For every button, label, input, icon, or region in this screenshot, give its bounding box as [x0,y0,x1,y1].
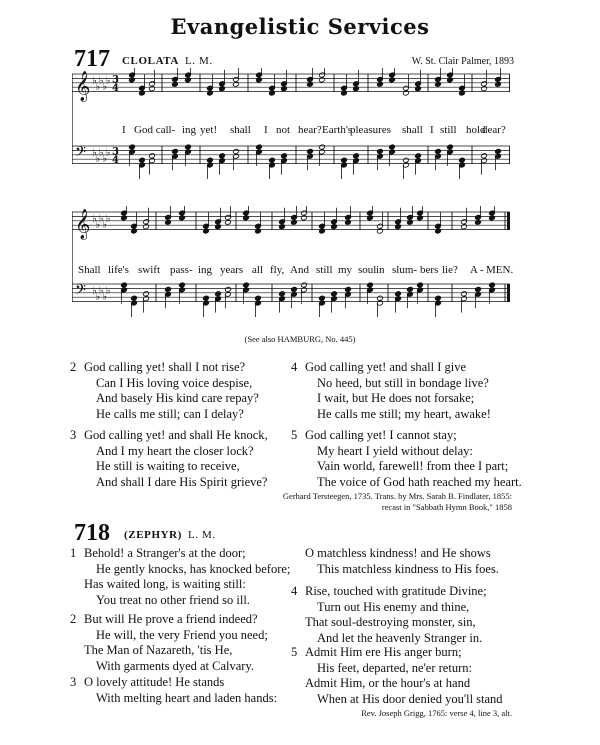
notehead [417,215,424,221]
notehead [279,224,286,230]
flat-icon: ♭ [102,219,107,231]
notehead [143,224,150,230]
lyric-syllable: ing [198,264,213,276]
notehead [307,81,314,87]
notehead [475,286,482,292]
notehead [367,215,374,221]
verse-2: 2 God calling yet! shall I not rise? Can I His loving voice despise, And basely His kind care repay? He calls me still; can I delay? [70,360,259,421]
flat-icon: ♭ [92,147,97,159]
notehead [341,90,348,96]
lyric-syllable: my [338,264,353,276]
flat-icon: ♭ [105,285,111,297]
lyric-syllable: life's [108,264,129,276]
notehead [377,148,384,154]
flat-icon: ♭ [92,285,97,297]
lyric-syllable: I [264,124,268,136]
notehead [185,77,192,83]
verse-3: 3 O lovely attitude! He stands With melting heart and laden hands: [70,675,278,705]
hymn-718-heading [74,520,514,546]
notehead [256,77,263,83]
notehead [459,90,466,96]
lyric-syllable: And [290,264,309,276]
music-system-1 [72,68,510,186]
notehead [172,81,179,87]
notehead [319,77,326,83]
notehead [165,219,172,225]
notehead [307,148,314,154]
notehead [389,77,396,83]
music-system-2 [72,206,514,324]
tune-name: CLOLATA L. M. [122,55,213,67]
notehead [139,90,146,96]
notehead [172,148,179,154]
notehead [131,228,138,234]
notehead [435,228,442,234]
notehead [207,157,214,163]
notehead [345,219,352,225]
notehead [395,224,402,230]
verse-4: 4 Rise, touched with gratitude Divine; Turn out His enemy and thine, That soul-destroying monster, sin, And let the heavenly Stranger in. [291,584,487,645]
flat-icon: ♭ [105,213,111,225]
lyric-syllable: still [440,124,457,136]
notehead [215,291,222,297]
time-signature-digit: 3 [112,146,119,158]
notehead [475,219,482,225]
lyric-syllable: I [122,124,126,136]
notehead [281,86,288,92]
notehead [331,224,338,230]
treble-clef-icon: 𝄞 [75,71,91,102]
notehead [447,77,454,83]
notehead [415,153,422,159]
flat-icon: ♭ [92,213,97,225]
notehead [129,144,136,150]
lyric-syllable: swift [138,264,160,276]
verse-4: 4 God calling yet! and shall I give No heed, but still in bondage live? I wait, but He does not forsake; He calls me still; my heart, awake! [291,360,491,421]
lyric-syllable: dear? [482,124,506,136]
notehead [185,144,192,150]
lyric-syllable: slum- [392,264,418,276]
lyric-syllable: fly, [270,264,285,276]
notehead [225,219,232,225]
notehead [345,286,352,292]
lyric-syllable: soul [358,264,377,276]
notehead [233,81,240,87]
treble-clef-icon: 𝄞 [75,209,91,240]
flat-icon: ♭ [102,291,107,303]
notehead [219,86,226,92]
flat-icon: ♭ [95,219,101,231]
lyric-syllable: all [252,264,263,276]
notehead [331,291,338,297]
notehead [143,291,150,297]
lyric-syllable: Earth's [322,124,353,136]
notehead [131,295,138,301]
notehead [219,153,226,159]
notehead [215,224,222,230]
flat-icon: ♭ [102,153,107,165]
notehead [207,90,214,96]
notehead [341,157,348,163]
flat-icon: ♭ [98,147,104,159]
hymn-number: 718 [74,520,110,546]
notehead [489,282,496,288]
notehead [301,215,308,221]
notehead [481,86,488,92]
notehead [179,282,186,288]
lyric-syllable: hear? [298,124,322,136]
notehead [243,282,250,288]
notehead [291,219,298,225]
lyric-syllable: A [470,264,478,276]
lyric-syllable: Shall [78,264,101,276]
verse-5: 5 God calling yet! I cannot stay; My heart I yield without delay: Vain world, farewell! from thee I part; The voice of God hath reached my heart. [291,428,522,489]
notehead [447,144,454,150]
notehead [461,291,468,297]
notehead [395,291,402,297]
notehead [255,228,262,234]
notehead [415,86,422,92]
lyric-syllable: shall [402,124,423,136]
notehead [269,157,276,163]
notehead [139,157,146,163]
notehead [243,215,250,221]
flat-icon: ♭ [98,285,104,297]
notehead [353,86,360,92]
lyric-syllable: bers [420,264,439,276]
flat-icon: ♭ [105,75,111,87]
notehead [377,81,384,87]
notehead [149,153,156,159]
notehead [129,77,136,83]
see-also-note: (See also HAMBURG, No. 445) [244,334,356,344]
notehead [435,81,442,87]
notehead [495,148,502,154]
hymn-718-credit: Rev. Joseph Grigg, 1765: verse 4, line 3, alt. [361,708,512,718]
flat-icon: ♭ [92,75,97,87]
notehead [377,295,384,301]
notehead [203,295,210,301]
notehead [481,153,488,159]
flat-icon: ♭ [95,153,101,165]
notehead [489,215,496,221]
hymn-number: 717 [74,46,110,72]
verse-5: 5 Admit Him ere His anger burn; His feet, departed, ne'er return: Admit Him, or the hour's at hand When at His door denied you'll stand [291,645,503,706]
notehead [203,228,210,234]
notehead [319,295,326,301]
lyric-syllable: years [220,264,244,276]
lyric-syllable: pass- [170,264,193,276]
notehead [353,153,360,159]
time-signature-digit: 4 [112,155,119,167]
page-title: Evangelistic Services [170,14,430,39]
time-signature-digit: 3 [112,74,119,86]
lyric-syllable: I [430,124,434,136]
lyric-syllable: MEN. [486,264,514,276]
lyric-syllable: ing [182,124,197,136]
lyric-syllable: still [316,264,333,276]
notehead [233,148,240,154]
verse-2: 2 But will He prove a friend indeed? He will, the very Friend you need; The Man of Nazareth, 'tis He, With garments dyed at Calvary. [70,612,268,673]
notehead [165,286,172,292]
notehead [403,157,410,163]
notehead [256,144,263,150]
flat-icon: ♭ [98,213,104,225]
notehead [417,282,424,288]
notehead [319,144,326,150]
notehead [377,228,384,234]
lyric-syllable: in [376,264,385,276]
notehead [225,286,232,292]
lyric-syllable: hold [466,124,486,136]
notehead [319,228,326,234]
notehead [389,144,396,150]
time-signature-digit: 4 [112,83,119,95]
flat-icon: ♭ [98,75,104,87]
notehead [291,286,298,292]
tune-name: (ZEPHYR) L. M. [124,529,216,541]
lyric-syllable: pleasures [350,124,391,136]
verse-3: 3 God calling yet! and shall He knock, And I my heart the closer lock? He still is waiting to receive, And shall I dare His Spirit grieve? [70,428,268,489]
notehead [403,90,410,96]
notehead [435,295,442,301]
notehead [121,282,128,288]
notehead [461,224,468,230]
lyric-syllable: yet! [200,124,218,136]
lyric-syllable: - [480,264,484,276]
lyric-syllable: God call- [134,124,176,136]
notehead [121,215,128,221]
notehead [255,295,262,301]
notehead [367,282,374,288]
verse-1: 1 Behold! a Stranger's at the door; He gently knocks, has knocked before; Has waited long, is waiting still: You treat no other friend so ill. [70,546,291,607]
lyric-syllable: shall [230,124,251,136]
notehead [407,286,414,292]
notehead [459,157,466,163]
verse-3-continued: O matchless kindness! and He shows This matchless kindness to His foes. [305,546,499,576]
bass-clef-icon: 𝄢 [75,144,86,165]
notehead [281,153,288,159]
lyric-syllable: lie? [442,264,458,276]
notehead [495,81,502,87]
notehead [301,282,308,288]
flat-icon: ♭ [95,291,101,303]
lyric-syllable: not [276,124,291,136]
notehead [269,90,276,96]
notehead [149,86,156,92]
composer-credit: W. St. Clair Palmer, 1893 [411,56,514,67]
notehead [407,219,414,225]
bass-clef-icon: 𝄢 [75,282,86,303]
flat-icon: ♭ [95,81,101,93]
flat-icon: ♭ [105,147,111,159]
hymn-717-credit: Gerhard Tersteegen, 1735. Trans. by Mrs. Sarah B. Findlater, 1855: recast in "Sabbath Hymn Book," 1858 [282,491,512,512]
flat-icon: ♭ [102,81,107,93]
notehead [435,148,442,154]
notehead [179,215,186,221]
notehead [279,291,286,297]
